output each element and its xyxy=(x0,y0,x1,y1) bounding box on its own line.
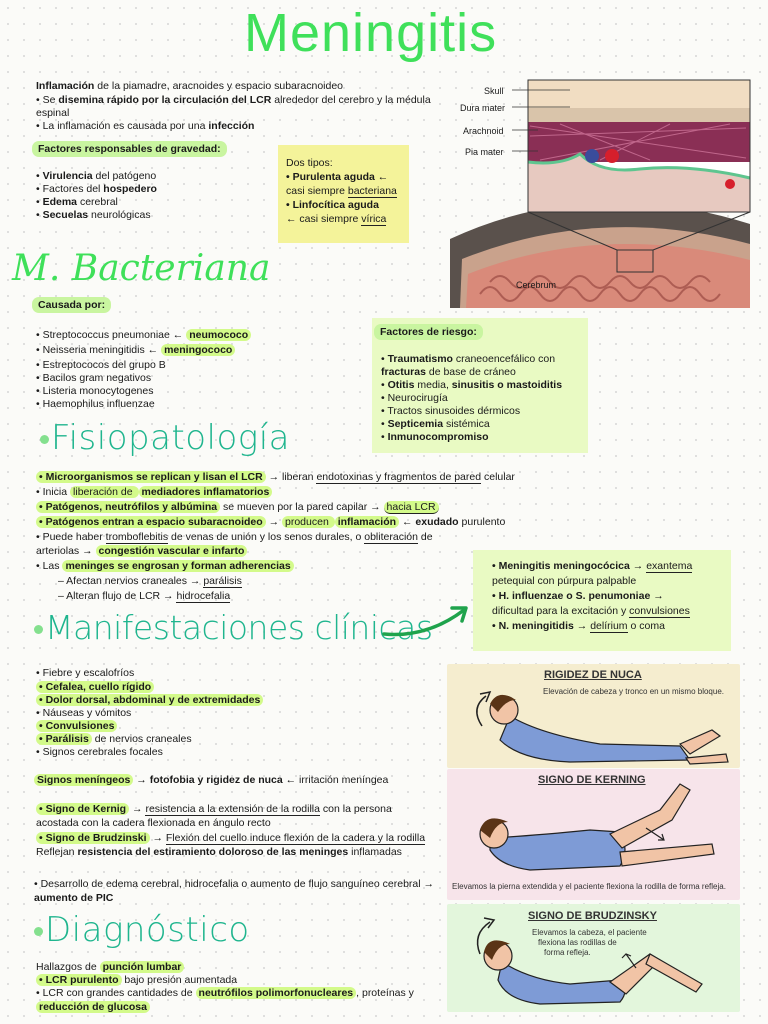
brudzinski-underline: Flexión del cuello induce flexión de la cadera y la rodilla xyxy=(165,832,426,844)
tipos-line xyxy=(286,170,388,184)
riesgo-item: • Traumatismo craneoencefálico con xyxy=(381,353,556,365)
manif-heading-text: Manifestaciones clínicas xyxy=(45,608,433,647)
edema-bold: aumento de PIC xyxy=(34,892,114,904)
cause-item xyxy=(36,343,235,357)
fisio-text: • Inicia xyxy=(36,486,71,498)
riesgo-bold: Traumatismo xyxy=(387,353,453,365)
formas-line: petequial con púrpura palpable xyxy=(492,575,637,587)
causada-heading-text: Causada por: xyxy=(32,297,111,313)
kernig-underline: resistencia a la extensión de la rodilla xyxy=(145,803,320,815)
fisio-underline: parálisis xyxy=(203,575,242,587)
heading-bullet-icon xyxy=(34,625,43,634)
brudzinski-text: inflamadas xyxy=(348,846,402,858)
kernig-line xyxy=(36,802,392,816)
factor-bold: Secuelas xyxy=(42,209,89,221)
tipos-line xyxy=(286,184,397,198)
formas-underline: delírium xyxy=(590,620,628,632)
card-title: SIGNO DE BRUDZINSKY xyxy=(528,910,657,922)
formas-line xyxy=(492,589,664,603)
tipos-line xyxy=(286,198,379,212)
fisio-highlight: hacia LCR xyxy=(384,501,439,514)
cause-item: • Listeria monocytogenes xyxy=(36,385,154,397)
bacteriana-heading: M. Bacteriana xyxy=(12,248,271,289)
kernig-text: con la persona xyxy=(319,803,392,815)
diag-text: Hallazgos de xyxy=(36,961,100,973)
factor-bold: hospedero xyxy=(103,183,157,195)
kernig-line: acostada con la cadera flexionada en ángulo recto xyxy=(36,817,271,829)
edema-line xyxy=(34,891,113,905)
fisio-heading-text: Fisiopatología xyxy=(51,418,290,458)
intro-line-3: espinal xyxy=(36,107,70,119)
tipos-underline: vírica xyxy=(361,213,387,225)
fisio-heading xyxy=(40,418,290,458)
factores-heading xyxy=(32,142,227,156)
intro-line-2 xyxy=(36,93,431,107)
fisio-underline: obliteración xyxy=(364,531,418,543)
label-dura-mater: Dura mater xyxy=(460,103,506,113)
sintoma: • Náuseas y vómitos xyxy=(36,707,132,719)
fisio-highlight: liberación de xyxy=(70,486,138,498)
intro-text: alrededor del cerebro y la médula xyxy=(271,94,431,106)
signos-text: → xyxy=(133,774,150,786)
factores-item: • Edema cerebral xyxy=(36,196,118,208)
label-cerebrum: Cerebrum xyxy=(516,280,557,290)
fisio-highlight: • Microorganismos se replican y lisan el LCR xyxy=(36,471,266,483)
riesgo-text: media, xyxy=(414,379,452,391)
card-desc: Elevamos la pierna extendida y el paciente flexiona la rodilla de forma refleja. xyxy=(452,882,726,891)
signos-meningeos xyxy=(34,773,388,787)
brudzinski-text: → xyxy=(149,832,166,844)
cause-item: • Bacilos gram negativos xyxy=(36,372,152,384)
riesgo-text: craneoencefálico con xyxy=(452,353,556,365)
label-pia-mater: Pia mater xyxy=(465,147,504,157)
diag-text: bajo presión aumentada xyxy=(121,974,238,986)
card-desc: Elevamos la cabeza, el paciente xyxy=(532,928,647,937)
riesgo-item xyxy=(381,365,516,379)
fisio-line xyxy=(36,544,247,558)
arrow-icon xyxy=(382,604,470,640)
diag-text: , proteínas y xyxy=(356,987,414,999)
intro-bold: infección xyxy=(208,120,255,132)
sintoma-highlight: • Convulsiones xyxy=(36,720,117,732)
edema-line: • Desarrollo de edema cerebral, hidrocefalia o aumento de flujo sanguíneo cerebral → xyxy=(34,878,434,890)
label-skull: Skull xyxy=(484,86,504,96)
brudzinski-bold: resistencia del estiramiento doloroso de las meninges xyxy=(77,846,349,858)
cause-highlight: meningococo xyxy=(161,344,235,356)
diag-highlight: punción lumbar xyxy=(100,961,185,973)
formas-text: o coma xyxy=(627,620,665,632)
kernig-text: → xyxy=(129,803,146,815)
fisio-text: se mueven por la pared capilar → xyxy=(220,501,384,513)
card-desc: Elevación de cabeza y tronco en un mismo bloque. xyxy=(543,687,724,696)
fisio-underline: tromboflebitis xyxy=(105,531,169,543)
fisio-line xyxy=(36,485,272,499)
patient-nuca-illustration xyxy=(450,674,740,766)
sintoma xyxy=(36,680,154,694)
factores-item: • Virulencia del patógeno xyxy=(36,170,157,182)
cause-text: • Streptococcus pneumoniae ← xyxy=(36,329,187,341)
brudzinski-line xyxy=(36,831,425,845)
formas-text: → xyxy=(650,590,664,602)
tipos-bold: • Purulenta aguda ← xyxy=(286,171,389,183)
cause-text: • Neisseria meningitidis ← xyxy=(36,344,162,356)
formas-bold: • H. influenzae o S. penumoniae xyxy=(492,590,651,602)
fisio-text: purulento xyxy=(458,516,506,528)
factores-item: • Factores del hospedero xyxy=(36,183,157,195)
riesgo-text: sistémica xyxy=(443,418,490,430)
intro-text: de la piamadre, aracnoides y espacio subaracnoideo xyxy=(94,80,344,92)
fisio-bold: exudado xyxy=(415,516,459,528)
intro-bold: Inflamación xyxy=(36,80,95,92)
fisio-line xyxy=(36,515,505,529)
formas-bold: • N. meningitidis xyxy=(492,620,574,632)
sintoma xyxy=(36,693,263,707)
intro-line-4 xyxy=(36,119,254,133)
fisio-highlight: mediadores inflamatorios xyxy=(139,486,273,498)
signos-highlight: Signos meníngeos xyxy=(34,774,133,786)
diag-heading-text: Diagnóstico xyxy=(45,910,250,950)
sintoma-highlight: • Parálisis xyxy=(36,733,92,745)
riesgo-item: • Septicemia sistémica xyxy=(381,418,490,430)
fisio-line xyxy=(36,500,439,514)
formas-text: dificultad para la excitación y xyxy=(492,605,630,617)
riesgo-item: • Inmunocompromiso xyxy=(381,431,489,443)
tipos-line xyxy=(286,212,386,226)
riesgo-bold: fracturas xyxy=(381,366,426,378)
fisio-text: de venas de unión y los senos durales, o xyxy=(168,531,365,543)
intro-text: • Se xyxy=(36,94,59,106)
patient-brudzinsky-illustration xyxy=(450,910,740,1010)
card-desc: forma refleja. xyxy=(544,948,591,957)
fisio-underline: endotoxinas y fragmentos de pared xyxy=(316,471,482,483)
fisio-line xyxy=(36,530,433,544)
cause-highlight: neumococo xyxy=(186,329,251,341)
fisio-line xyxy=(36,470,515,484)
tipos-text: ← casi siempre xyxy=(286,213,362,225)
fisio-highlight: congestión vascular e infarto xyxy=(96,545,248,557)
sintoma-highlight: • Dolor dorsal, abdominal y de extremidades xyxy=(36,694,263,706)
diag-text: • LCR con grandes cantidades de xyxy=(36,987,196,999)
diag-line xyxy=(36,973,237,987)
fisio-text: – Afectan nervios craneales → xyxy=(58,575,204,587)
diag-line xyxy=(36,986,414,1000)
fisio-highlight: producen xyxy=(282,516,335,528)
factor-text: neurológicas xyxy=(88,209,151,221)
riesgo-bold: Inmunocompromiso xyxy=(387,431,489,443)
formas-text: → xyxy=(573,620,591,632)
fisio-line xyxy=(58,574,242,588)
factor-bold: Virulencia xyxy=(42,170,93,182)
label-arachnoid: Arachnoid xyxy=(463,126,504,136)
signos-text: ← irritación meníngea xyxy=(282,774,389,786)
fisio-text: → liberan xyxy=(265,471,317,483)
fisio-highlight: meninges se engrosan y forman adherencias xyxy=(62,560,293,572)
cause-item: • Haemophilus influenzae xyxy=(36,398,155,410)
heading-bullet-icon xyxy=(34,927,43,936)
riesgo-item: • Otitis media, sinusitis o mastoiditis xyxy=(381,379,563,391)
manif-heading xyxy=(34,608,433,647)
formas-line xyxy=(492,619,665,633)
signos-bold: fotofobia y rigidez de nuca xyxy=(149,774,283,786)
sintoma-highlight: • Cefalea, cuello rígido xyxy=(36,681,154,693)
fisio-text: → xyxy=(265,516,282,528)
factor-text: del patógeno xyxy=(92,170,157,182)
brudzinski-highlight: • Signo de Brudzinski xyxy=(36,832,150,844)
cause-item: • Estreptococos del grupo B xyxy=(36,359,166,371)
tipos-text: casi siempre xyxy=(286,185,348,197)
riesgo-item: • Tractos sinusoides dérmicos xyxy=(381,405,521,417)
diag-highlight: • LCR purulento xyxy=(36,974,122,986)
formas-line xyxy=(492,559,692,573)
brudzinski-line xyxy=(36,845,402,859)
factor-text: cerebral xyxy=(77,196,118,208)
factor-text: Factores del xyxy=(42,183,104,195)
diag-line xyxy=(36,1000,150,1014)
diag-highlight: neutrófilos polimorfonucleares xyxy=(196,987,357,999)
formas-line xyxy=(492,604,690,618)
factor-bold: Edema xyxy=(42,196,78,208)
sintoma xyxy=(36,732,192,746)
formas-bold: • Meningitis meningocócica xyxy=(492,560,630,572)
cause-item xyxy=(36,328,251,342)
diag-heading xyxy=(34,910,250,950)
brudzinski-text: Reflejan xyxy=(36,846,78,858)
sintoma: • Fiebre y escalofríos xyxy=(36,667,135,679)
diag-line xyxy=(36,960,184,974)
card-title: SIGNO DE KERNING xyxy=(538,774,646,786)
fisio-text: • Las xyxy=(36,560,63,572)
riesgo-heading-text: Factores de riesgo: xyxy=(374,324,483,340)
formas-text: → xyxy=(629,560,647,572)
fisio-line xyxy=(36,559,294,573)
sintoma-text: de nervios craneales xyxy=(91,733,192,745)
kernig-highlight: • Signo de Kernig xyxy=(36,803,129,815)
fisio-highlight: inflamación xyxy=(335,516,399,528)
tipos-bold: • Linfocítica aguda xyxy=(286,199,379,211)
riesgo-heading xyxy=(374,325,483,339)
tipos-underline: bacteriana xyxy=(347,185,397,197)
riesgo-bold: Septicemia xyxy=(387,418,444,430)
causada-heading xyxy=(32,298,111,312)
fisio-line xyxy=(58,589,230,603)
page-title: Meningitis xyxy=(244,3,498,63)
intro-line-1 xyxy=(36,79,343,93)
fisio-highlight: • Patógenos, neutrófilos y albúmina xyxy=(36,501,220,513)
heading-bullet-icon xyxy=(40,435,49,444)
formas-underline: exantema xyxy=(646,560,693,572)
formas-underline: convulsiones xyxy=(629,605,690,617)
card-desc: flexiona las rodillas de xyxy=(538,938,617,947)
riesgo-bold: sinusitis o mastoiditis xyxy=(451,379,563,391)
tipos-line: Dos tipos: xyxy=(286,157,333,169)
intro-text: • La inflamación es causada por una xyxy=(36,120,209,132)
sintoma xyxy=(36,719,117,733)
diag-highlight: reducción de glucosa xyxy=(36,1001,150,1013)
fisio-text: ← xyxy=(399,516,416,528)
card-title: RIGIDEZ DE NUCA xyxy=(544,669,642,681)
factores-heading-text: Factores responsables de gravedad: xyxy=(32,141,227,157)
fisio-text: • Puede haber xyxy=(36,531,106,543)
riesgo-bold: Otitis xyxy=(387,379,415,391)
factores-item: • Secuelas neurológicas xyxy=(36,209,151,221)
patient-kerning-illustration xyxy=(450,780,740,880)
sintoma: • Signos cerebrales focales xyxy=(36,746,163,758)
fisio-text: celular xyxy=(481,471,515,483)
fisio-text: – Alteran flujo de LCR → xyxy=(58,590,177,602)
riesgo-item: • Neurocirugía xyxy=(381,392,448,404)
intro-bold: disemina rápido por la circulación del LCR xyxy=(58,94,272,106)
fisio-underline: hidrocefalia xyxy=(176,590,231,602)
riesgo-text: de base de cráneo xyxy=(425,366,516,378)
fisio-text: de xyxy=(417,531,433,543)
fisio-highlight: • Patógenos entran a espacio subaracnoideo xyxy=(36,516,266,528)
fisio-text: arteriolas → xyxy=(36,545,96,557)
